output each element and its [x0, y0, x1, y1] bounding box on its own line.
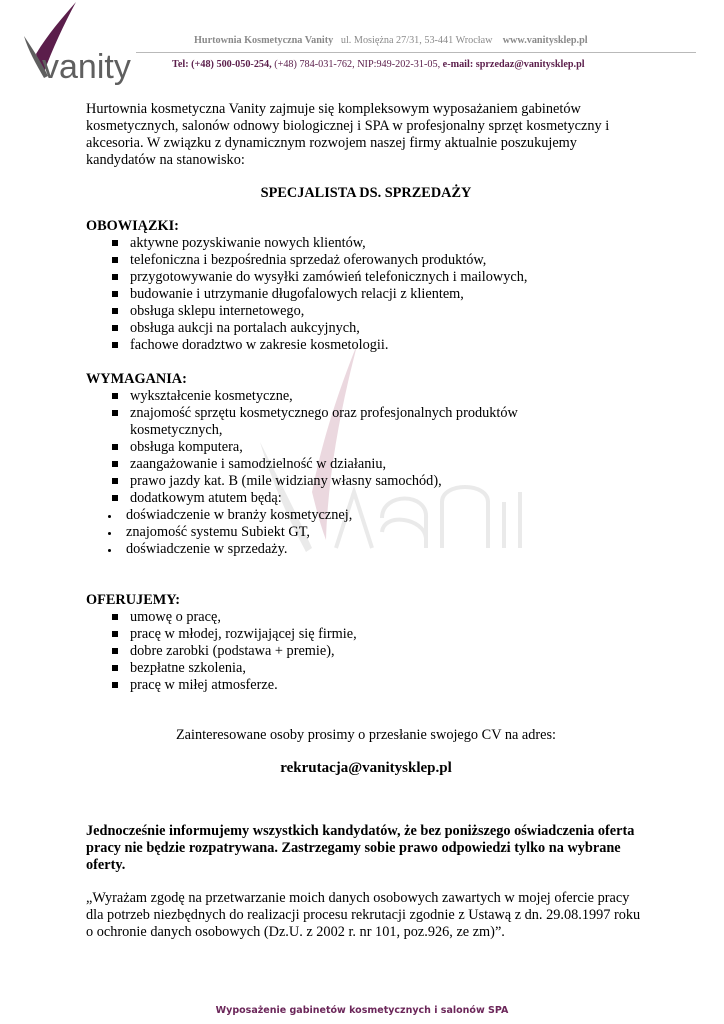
list-item: dobre zarobki (podstawa + premie),	[112, 643, 646, 660]
list-item: obsługa komputera,	[112, 439, 646, 456]
svg-text:vanity: vanity	[42, 48, 131, 86]
requirements-heading: WYMAGANIA:	[86, 371, 187, 387]
offer-list	[86, 609, 646, 694]
company-address: ul. Mosiężna 27/31, 53-441 Wrocław	[340, 35, 493, 46]
list-item: telefoniczna i bezpośrednia sprzedaż oferowanych produktów,	[112, 252, 646, 269]
list-item: doświadczenie w branży kosmetycznej,	[104, 507, 646, 524]
list-item: znajomość sprzętu kosmetycznego oraz profesjonalnych produktów kosmetycznych,	[112, 405, 646, 439]
header-divider	[136, 52, 696, 53]
company-name: Hurtownia Kosmetyczna Vanity	[194, 35, 334, 46]
list-item: pracę w młodej, rozwijającej się firmie,	[112, 626, 646, 643]
list-item: obsługa sklepu internetowego,	[112, 303, 646, 320]
list-item: przygotowywanie do wysyłki zamówień telefonicznych i mailowych,	[112, 269, 646, 286]
position-title: SPECJALISTA DS. SPRZEDAŻY	[260, 185, 472, 201]
cv-email-link[interactable]: rekrutacja@vanitysklep.pl	[280, 760, 452, 776]
phone-number: Tel: (+48) 500-050-254,	[172, 59, 272, 70]
header-company-line	[194, 35, 588, 46]
duties-list	[86, 235, 646, 354]
list-item: dodatkowym atutem będą:	[112, 490, 646, 507]
intro-paragraph: Hurtownia kosmetyczna Vanity zajmuje się kompleksowym wyposażaniem gabinetów kosmetycznych, salonów odnowy biologicznej i SPA w profesjonalny sprzęt kosmetyczny i akcesoria. W związku z dynamicznym rozwojem naszej firmy aktualnie poszukujemy kandydatów na stanowisko:	[86, 101, 610, 168]
list-item: prawo jazdy kat. B (mile widziany własny samochód),	[112, 473, 646, 490]
list-item: bezpłatne szkolenia,	[112, 660, 646, 677]
requirements-list	[86, 388, 646, 507]
offer-heading: OFERUJEMY:	[86, 592, 180, 608]
list-item: umowę o pracę,	[112, 609, 646, 626]
nip-number: NIP:949-202-31-05,	[354, 59, 441, 70]
requirements-sublist	[86, 507, 646, 558]
list-item: wykształcenie kosmetyczne,	[112, 388, 646, 405]
email-link[interactable]: e-mail: sprzedaz@vanitysklep.pl	[440, 59, 585, 70]
list-item: aktywne pozyskiwanie nowych klientów,	[112, 235, 646, 252]
footer-tagline: Wyposażenie gabinetów kosmetycznych i salonów SPA	[215, 1005, 509, 1016]
consent-paragraph: „Wyrażam zgodę na przetwarzanie moich danych osobowych zawartych w mojej ofercie pracy dla potrzeb niezbędnych do realizacji procesu rekrutacji zgodnie z Ustawą z dn. 29.08.1997 roku o ochronie danych osobowych (Dz.U. z 2002 r. nr 101, poz.926, ze zm)”.	[86, 890, 641, 940]
list-item: fachowe doradztwo w zakresie kosmetologii.	[112, 337, 646, 354]
list-item: obsługa aukcji na portalach aukcyjnych,	[112, 320, 646, 337]
list-item: znajomość systemu Subiekt GT,	[104, 524, 646, 541]
notice-paragraph: Jednocześnie informujemy wszystkich kandydatów, że bez poniższego oświadczenia oferta pracy nie będzie rozpatrywana. Zastrzegamy sobie prawo odpowiedzi tylko na wybrane oferty.	[86, 823, 635, 873]
list-item: budowanie i utrzymanie długofalowych relacji z klientem,	[112, 286, 646, 303]
job-offer-content	[86, 101, 646, 941]
website-link[interactable]: www.vanitysklep.pl	[502, 35, 588, 46]
vanity-logo	[14, 0, 138, 86]
list-item: doświadczenie w sprzedaży.	[104, 541, 646, 558]
duties-heading: OBOWIĄZKI:	[86, 218, 179, 234]
cv-request-text: Zainteresowane osoby prosimy o przesłanie swojego CV na adres:	[175, 727, 557, 743]
list-item: pracę w miłej atmosferze.	[112, 677, 646, 694]
phone-number-2: (+48) 784-031-762,	[271, 59, 355, 70]
list-item: zaangażowanie i samodzielność w działaniu,	[112, 456, 646, 473]
header-contact-line	[172, 59, 585, 70]
